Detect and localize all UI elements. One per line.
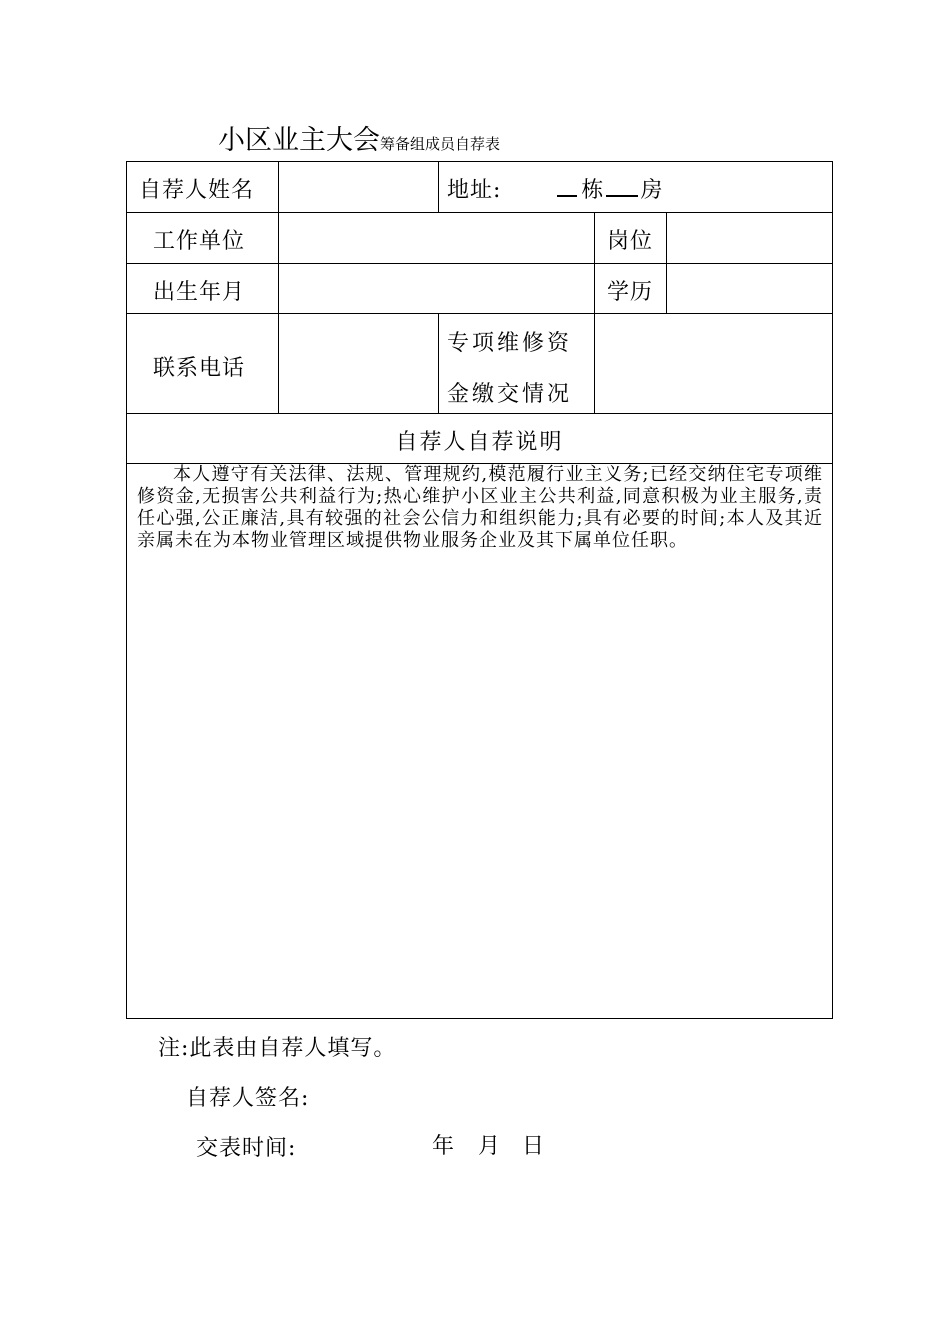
date-day-label: 日 xyxy=(522,1134,546,1159)
fund-label-line1: 专项维修资 xyxy=(447,331,573,356)
statement-text: 本人遵守有关法律、法规、管理规约,模范履行业主义务;已经交纳住宅专项维修资金,无损害公共利益行为;热心维护小区业主公共利益,同意积极为业主服务,责任心强,公正廉洁,具有较强的社会公信力和组织能力;具有必要的时间;本人及其近亲属未在为本物业管理区域提供物业服务企业及其下属单位任职。 xyxy=(137,464,823,551)
address-field[interactable] xyxy=(447,173,663,204)
date-year-label: 年 xyxy=(432,1134,456,1159)
phone-label: 联系电话 xyxy=(153,356,246,381)
application-form-table xyxy=(126,161,833,1019)
name-label: 自荐人姓名 xyxy=(139,178,255,203)
education-label: 学历 xyxy=(607,280,654,305)
date-label: 交表时间: xyxy=(196,1136,297,1161)
work-unit-label: 工作单位 xyxy=(153,229,246,254)
address-label: 地址: xyxy=(447,178,502,203)
column-divider xyxy=(438,162,439,212)
signature-field[interactable] xyxy=(324,1081,584,1109)
room-blank[interactable] xyxy=(606,177,638,197)
work-unit-field[interactable] xyxy=(279,213,594,263)
title-sub: 筹备组成员自荐表 xyxy=(380,135,501,153)
column-divider xyxy=(594,212,595,313)
birth-field[interactable] xyxy=(279,264,594,313)
phone-field[interactable] xyxy=(279,314,438,413)
position-field[interactable] xyxy=(667,213,833,263)
statement-header: 自荐人自荐说明 xyxy=(395,430,564,455)
row-divider xyxy=(127,413,832,414)
signature-label: 自荐人签名: xyxy=(186,1086,310,1111)
date-month-label: 月 xyxy=(478,1134,502,1159)
position-label: 岗位 xyxy=(607,229,654,254)
room-label: 房 xyxy=(640,178,664,203)
title-main: 小区业主大会 xyxy=(218,125,380,156)
fund-label-line2: 金缴交情况 xyxy=(447,382,573,407)
form-note: 注:此表由自荐人填写。 xyxy=(158,1036,397,1061)
birth-label: 出生年月 xyxy=(153,280,246,305)
fund-field[interactable] xyxy=(595,314,833,413)
building-blank[interactable] xyxy=(557,177,577,197)
name-field[interactable] xyxy=(279,162,438,212)
column-divider xyxy=(438,313,439,413)
education-field[interactable] xyxy=(667,264,833,313)
document-title xyxy=(218,118,500,157)
building-label: 栋 xyxy=(581,178,605,203)
